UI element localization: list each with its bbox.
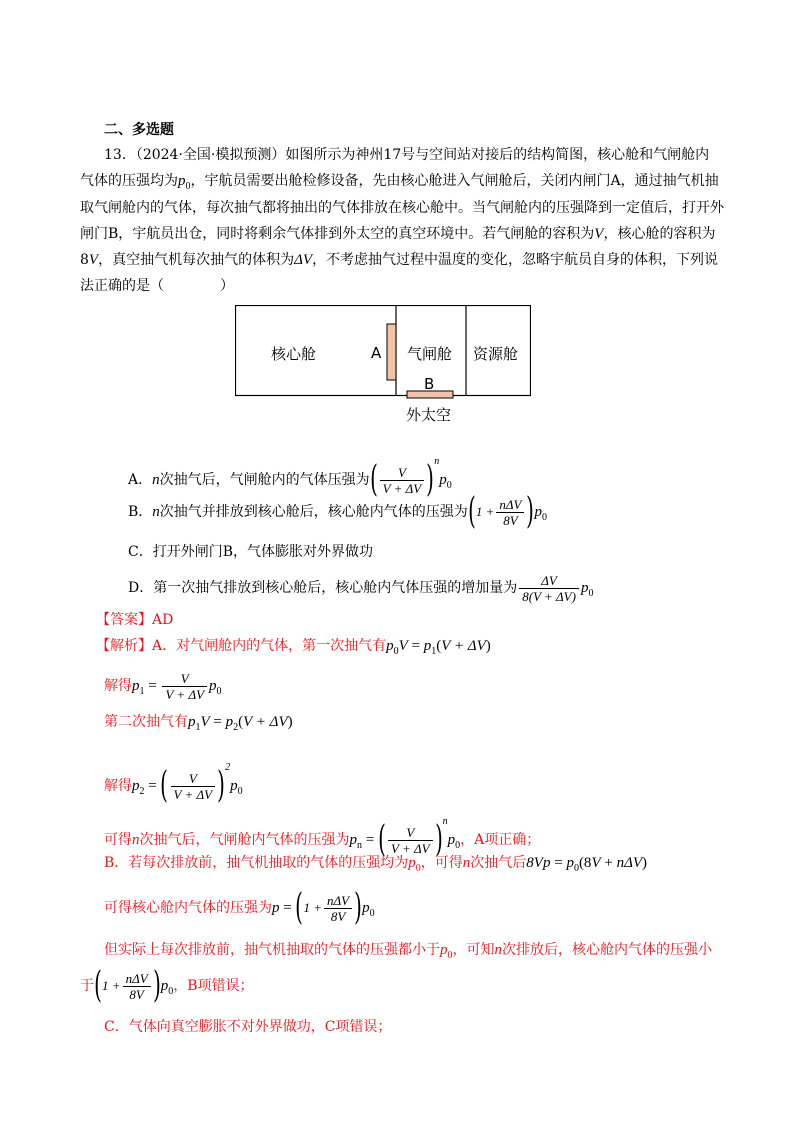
option-b — [128, 490, 547, 540]
airlock-label: 气闸舱 — [407, 345, 453, 363]
frac-den: 8V — [330, 908, 346, 924]
gate-a-label: A — [371, 344, 382, 362]
analysis-c-1: C．气体向真空膨胀不对外界做功，C项错误； — [104, 1019, 392, 1035]
p0-symbol: $p_0$ — [178, 173, 191, 192]
answer-label: 【答案】 — [96, 612, 152, 628]
fraction — [496, 497, 524, 528]
structure-diagram — [235, 305, 531, 424]
right-paren: ) — [152, 965, 161, 1006]
analysis-label: 【解析】 — [96, 638, 152, 654]
left-paren: ( — [467, 491, 476, 532]
frac-num: nΔV — [324, 893, 352, 909]
option-a-text: 次抽气后，气闸舱内的气体压强为 — [159, 472, 370, 488]
question-line-4-a: 闸门B，宇航员出仓，同时将剩余气体排到外太空的真空环境中。若气闸舱的容积为 — [80, 226, 595, 242]
right-paren: ) — [426, 459, 435, 500]
equation-1: $p_0V = p_1(V + \Delta V)$ — [386, 638, 491, 657]
option-c: C．打开外闸门B，气体膨胀对外界做功 — [128, 544, 373, 560]
frac-den: 8V — [129, 986, 144, 1002]
frac-num: V — [388, 825, 433, 841]
exponent-2: 2 — [225, 762, 231, 773]
b4-b: ，B项错误； — [173, 978, 254, 994]
fraction — [123, 971, 151, 1002]
frac-den: V + ΔV — [391, 840, 430, 856]
frac-den: 8(V + ΔV) — [522, 588, 576, 604]
frac-den: 8V — [503, 512, 518, 528]
b3-b: ，可知 — [452, 942, 495, 958]
v-symbol: V — [88, 252, 99, 268]
b1-c: 次抽气后 — [470, 855, 527, 871]
fraction — [519, 573, 579, 604]
option-d-text: D．第一次抽气排放到核心舱后，核心舱内气体压强的增加量为 — [128, 580, 518, 596]
question-line-5 — [80, 250, 718, 270]
one-plus: 1 + — [303, 900, 323, 915]
p0-symbol: $p_0$ — [160, 978, 174, 997]
right-paren: ) — [526, 491, 535, 532]
left-paren: ( — [295, 887, 304, 928]
analysis-b-1 — [104, 853, 647, 879]
right-paren: ) — [434, 819, 443, 860]
exponent-n: n — [442, 816, 448, 827]
section-title: 二、多选题 — [104, 122, 174, 138]
fraction — [162, 671, 207, 702]
n-symbol: n — [462, 855, 471, 871]
one-plus: 1 + — [475, 504, 495, 519]
n-symbol: n — [132, 832, 140, 848]
analysis-second — [104, 712, 293, 738]
question-line-2-b: ，宇航员需要出舱检修设备，先由核心舱进入气闸舱后，关闭内闸门A，通过抽气机抽 — [190, 173, 719, 189]
b3-c: 次排放后，核心舱内气体的压强小 — [502, 942, 712, 958]
equation-2: $p_1V = p_2(V + \Delta V)$ — [188, 714, 293, 733]
p2-symbol: $p_2$ = — [132, 778, 161, 797]
question-line-6: 法正确的是（ ） — [80, 278, 234, 294]
p-symbol: p = — [272, 900, 296, 916]
question-line-4 — [80, 224, 715, 244]
n-symbol: n — [494, 942, 502, 958]
v-symbol: V — [594, 226, 604, 242]
frac-num: V — [171, 771, 216, 787]
frac-den: V + ΔV — [165, 686, 205, 702]
analysis-a1: A．对气闸舱内的气体，第一次抽气有 — [152, 638, 387, 654]
exponent-n: n — [434, 456, 440, 467]
b1-b: ，可得 — [420, 855, 463, 871]
analysis-line-1 — [96, 636, 491, 662]
left-paren: ( — [378, 819, 386, 860]
frac-num: nΔV — [496, 497, 524, 513]
equation-b: $8Vp = p_0(8V + n\Delta V)$ — [526, 855, 648, 874]
p0-symbol: $p_0$ — [209, 678, 222, 697]
question-line-2-a: 气体的压强均为 — [80, 173, 178, 189]
analysis-b-2 — [104, 886, 375, 936]
conclude-a-end: ，A项正确； — [460, 832, 541, 848]
frac-num: V — [162, 671, 207, 687]
right-paren: ) — [217, 765, 225, 806]
fraction — [171, 771, 216, 802]
n-symbol: n — [152, 472, 160, 488]
option-b-text: 次抽气并排放到核心舱后，核心舱内气体的压强为 — [159, 504, 468, 520]
fraction — [388, 825, 433, 856]
second-text: 第二次抽气有 — [104, 714, 188, 730]
solve-2-text: 解得 — [104, 778, 132, 794]
frac-den: V + ΔV — [382, 480, 422, 496]
p0-symbol: $p_0$ — [439, 472, 452, 491]
n-symbol: n — [152, 504, 160, 520]
resource-cabin-label: 资源舱 — [473, 345, 519, 363]
p0-symbol: $p_0$ — [440, 942, 453, 961]
gate-b-label: B — [424, 375, 435, 393]
option-a-prefix: A． — [128, 472, 153, 488]
question-line-5-c: ，不考虑抽气过程中温度的变化，忽略宇航员自身的体积，下列说 — [312, 252, 719, 268]
right-paren: ) — [354, 887, 363, 928]
answer-line — [96, 610, 173, 630]
analysis-b-4 — [80, 964, 254, 1014]
conclude-a-prefix: 可得 — [104, 832, 132, 848]
question-line-1: 13．（2024·全国·模拟预测）如图所示为神州17号与空间站对接后的结构简图，核心舱和气闸舱内 — [104, 147, 710, 163]
option-b-prefix: B． — [128, 504, 153, 520]
question-line-2 — [80, 171, 719, 197]
gate-a-shape — [387, 324, 396, 380]
delta-v-symbol: ΔV — [294, 252, 313, 268]
b4-a: 于 — [80, 978, 94, 994]
analysis-b-3 — [104, 940, 712, 966]
p0-symbol: $p_0$ — [447, 832, 461, 851]
eight-text: 8 — [80, 252, 89, 268]
b2-text: 可得核心舱内气体的压强为 — [104, 900, 272, 916]
analysis-solve-1 — [104, 664, 222, 714]
left-paren: ( — [160, 765, 169, 806]
question-line-4-b: ，核心舱的容积为 — [603, 226, 716, 242]
left-paren: ( — [369, 459, 378, 500]
p1-symbol: $p_1$ = — [132, 678, 161, 697]
b1-a: B．若每次排放前，抽气机抽取的气体的压强均为 — [104, 855, 409, 871]
solve-1-text: 解得 — [104, 678, 132, 694]
frac-den: V + ΔV — [173, 786, 213, 802]
frac-num: nΔV — [123, 971, 151, 987]
fraction — [324, 893, 352, 924]
p0-symbol: $p_0$ — [362, 900, 375, 919]
answer-value: AD — [152, 612, 174, 628]
p0-symbol: $p_0$ — [580, 580, 594, 599]
outer-space-label: 外太空 — [406, 406, 452, 424]
frac-num: V — [380, 465, 425, 481]
question-line-3: 取气闸舱内的气体，每次抽气都将抽出的气体排放在核心舱中。当气闸舱内的压强降到一定值后，打开外 — [80, 200, 724, 216]
p0-symbol: $p_0$ — [230, 778, 243, 797]
b3-a: 但实际上每次排放前，抽气机抽取的气体的压强都小于 — [104, 942, 440, 958]
option-d — [128, 566, 593, 616]
pn-symbol: $p_n$ = — [349, 832, 378, 851]
left-paren: ( — [94, 965, 102, 1006]
question-line-5-b: ，真空抽气机每次抽气的体积为 — [98, 252, 295, 268]
conclude-a-mid: 次抽气后，气闸舱内气体的压强为 — [139, 832, 350, 848]
p0-symbol: $p_0$ — [408, 855, 421, 874]
one-plus: 1 + — [102, 978, 121, 993]
p0-symbol: $p_0$ — [534, 504, 547, 523]
frac-num: ΔV — [519, 573, 579, 589]
core-cabin-label: 核心舱 — [271, 345, 317, 363]
